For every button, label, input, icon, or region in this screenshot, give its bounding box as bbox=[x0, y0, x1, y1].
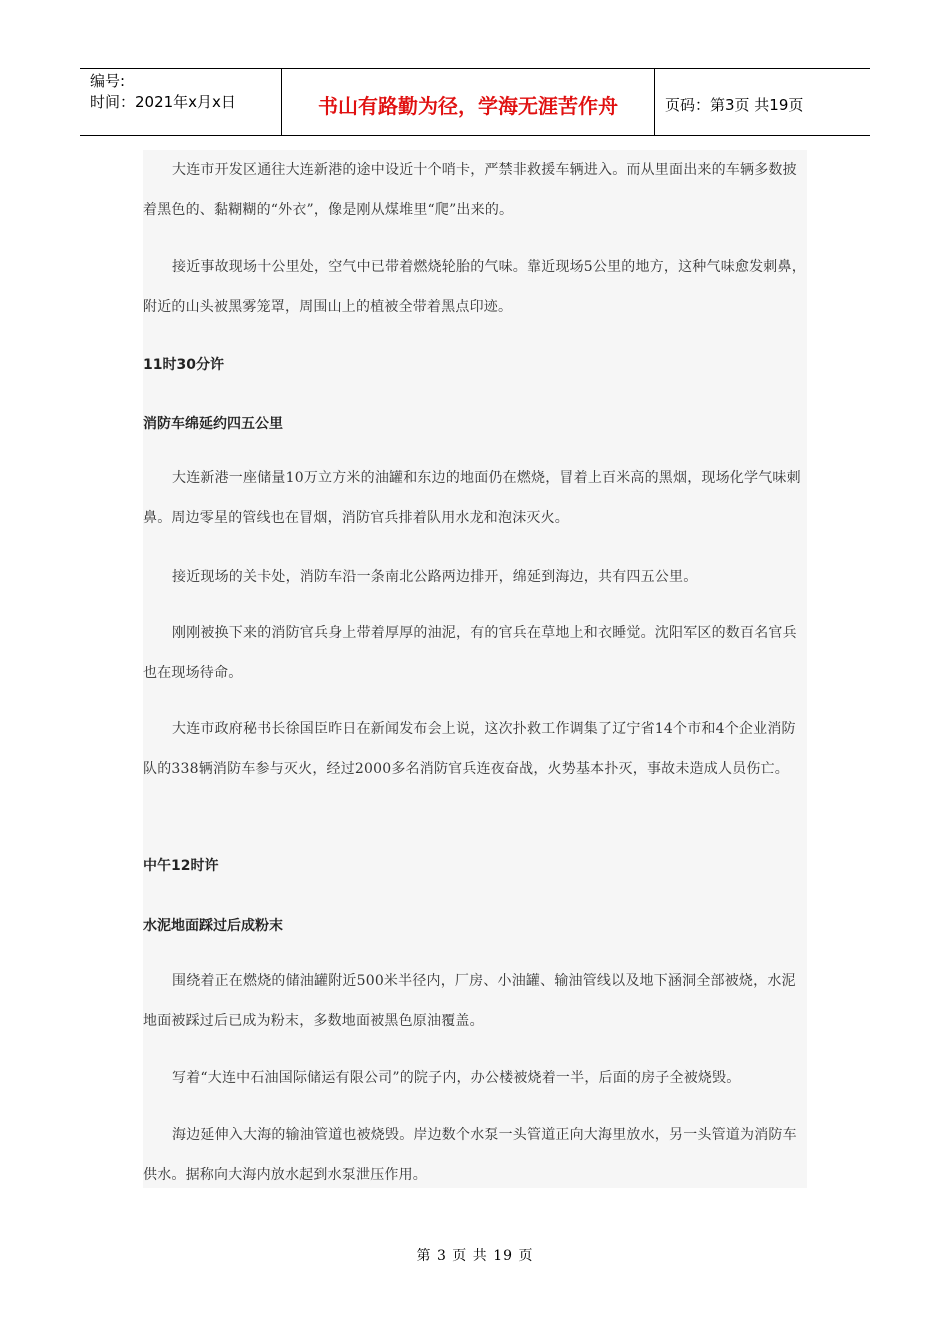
paragraph-9: 海边延伸入大海的输油管道也被烧毁。岸边数个水泵一头管道正向大海里放水，另一头管道为消防车供水。据称向大海内放水起到水泵泄压作用。 bbox=[143, 1127, 797, 1183]
paragraph-4: 接近现场的关卡处，消防车沿一条南北公路两边排开，绵延到海边，共有四五公里。 bbox=[172, 569, 698, 585]
paragraph-7: 围绕着正在燃烧的储油罐附近500米半径内，厂房、小油罐、输油管线以及地下涵洞全部被烧，水泥地面被踩过后已成为粉末，多数地面被黑色原油覆盖。 bbox=[143, 973, 796, 1029]
paragraph-3: 大连新港一座储量10万立方米的油罐和东边的地面仍在燃烧，冒着上百米高的黑烟，现场化学气味刺鼻。周边零星的管线也在冒烟，消防官兵排着队用水龙和泡沫灭火。 bbox=[143, 470, 801, 526]
page-footer: 第 3 页 共 19 页 bbox=[416, 1248, 534, 1264]
paragraph-5: 刚刚被换下来的消防官兵身上带着厚厚的油泥，有的官兵在草地上和衣睡觉。沈阳军区的数百名官兵也在现场待命。 bbox=[143, 625, 797, 681]
header-time-label: 时间：2021年x月x日 bbox=[90, 93, 236, 111]
header-code-label: 编号: bbox=[90, 72, 126, 90]
header-page-info: 页码：第3页 共19页 bbox=[665, 95, 804, 114]
section-heading-cement-ground: 水泥地面踩过后成粉末 bbox=[143, 918, 283, 934]
section-heading-time-noon: 中午12时许 bbox=[143, 858, 219, 874]
article-body bbox=[143, 150, 807, 1188]
paragraph-6: 大连市政府秘书长徐国臣昨日在新闻发布会上说，这次扑救工作调集了辽宁省14个市和4个企业消防队的338辆消防车参与灭火，经过2000多名消防官兵连夜奋战，火势基本扑灭，事故未造成人员伤亡。 bbox=[143, 721, 796, 777]
header-motto: 书山有路勤为径，学海无涯苦作舟 bbox=[282, 69, 655, 135]
paragraph-2: 接近事故现场十公里处，空气中已带着燃烧轮胎的气味。靠近现场5公里的地方，这种气味愈发刺鼻，附近的山头被黑雾笼罩，周围山上的植被全带着黑点印迹。 bbox=[143, 259, 806, 315]
document-header bbox=[80, 68, 870, 136]
section-heading-fire-trucks: 消防车绵延约四五公里 bbox=[143, 416, 283, 432]
paragraph-8: 写着“大连中石油国际储运有限公司”的院子内，办公楼被烧着一半，后面的房子全被烧毁。 bbox=[172, 1070, 741, 1086]
paragraph-1: 大连市开发区通往大连新港的途中设近十个哨卡，严禁非救援车辆进入。而从里面出来的车辆多数披着黑色的、黏糊糊的“外衣”，像是刚从煤堆里“爬”出来的。 bbox=[143, 162, 797, 218]
section-heading-time-1130: 11时30分许 bbox=[143, 357, 224, 373]
header-meta bbox=[80, 69, 282, 135]
